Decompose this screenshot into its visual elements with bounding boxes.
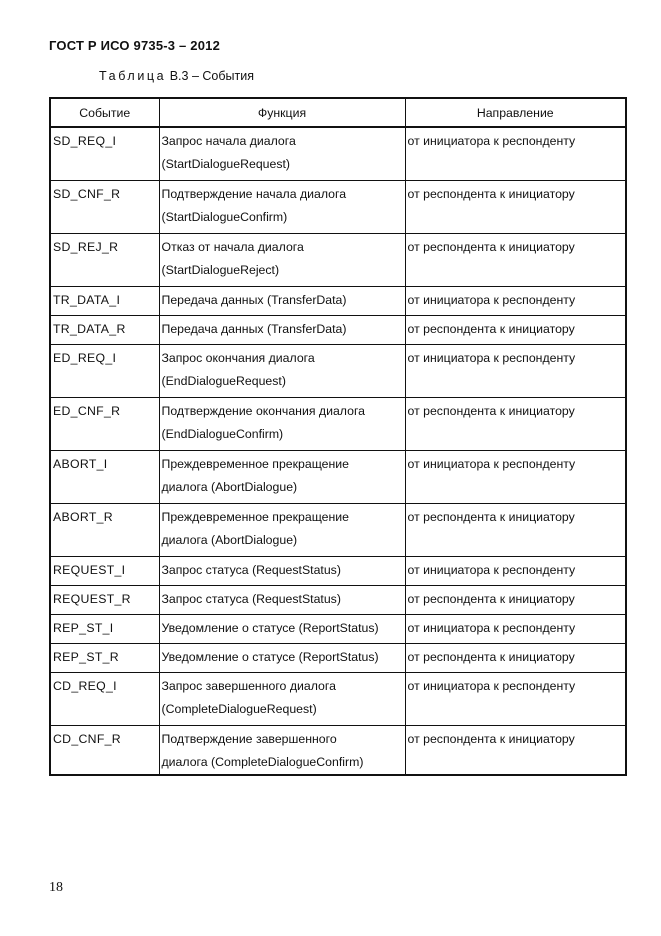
table-row (50, 726, 626, 776)
function-line: (StartDialogueRequest) (161, 157, 290, 171)
function-cell (159, 345, 405, 398)
direction-cell: от инициатора к респонденту (405, 451, 626, 504)
table-row (50, 673, 626, 726)
table-row (50, 234, 626, 287)
table-caption-title: В.3 – События (169, 69, 254, 83)
function-cell (159, 398, 405, 451)
function-line: Запрос начала диалога (161, 134, 296, 148)
function-line: Уведомление о статусе (ReportStatus) (161, 621, 379, 635)
function-line: Передача данных (TransferData) (161, 293, 347, 307)
function-cell (159, 726, 405, 776)
function-line: Подтверждение окончания диалога (161, 404, 365, 418)
direction-cell: от респондента к инициатору (405, 316, 626, 345)
table-caption-label: Таблица (99, 69, 167, 83)
function-line: диалога (CompleteDialogueConfirm) (161, 755, 364, 769)
event-cell: TR_DATA_R (50, 316, 159, 345)
event-cell: ED_REQ_I (50, 345, 159, 398)
direction-cell: от респондента к инициатору (405, 586, 626, 615)
function-line: Уведомление о статусе (ReportStatus) (161, 650, 379, 664)
table-caption (99, 69, 254, 83)
function-line: Запрос статуса (RequestStatus) (161, 563, 341, 577)
event-cell: SD_CNF_R (50, 181, 159, 234)
function-cell (159, 287, 405, 316)
direction-cell: от респондента к инициатору (405, 644, 626, 673)
table-row (50, 398, 626, 451)
function-line: (EndDialogueRequest) (161, 374, 286, 388)
function-cell (159, 557, 405, 586)
event-cell: REP_ST_R (50, 644, 159, 673)
function-line: Подтверждение завершенного (161, 732, 337, 746)
function-cell (159, 586, 405, 615)
function-cell (159, 673, 405, 726)
event-cell: REP_ST_I (50, 615, 159, 644)
event-cell: ABORT_R (50, 504, 159, 557)
direction-cell: от инициатора к респонденту (405, 345, 626, 398)
direction-cell: от инициатора к респонденту (405, 127, 626, 181)
function-line: (StartDialogueConfirm) (161, 210, 288, 224)
function-line: диалога (AbortDialogue) (161, 533, 298, 547)
function-line: (CompleteDialogueRequest) (161, 702, 317, 716)
table-row (50, 127, 626, 181)
document-header: ГОСТ Р ИСО 9735-3 – 2012 (49, 38, 220, 53)
direction-cell: от респондента к инициатору (405, 398, 626, 451)
table-row (50, 181, 626, 234)
event-cell: TR_DATA_I (50, 287, 159, 316)
function-line: (StartDialogueReject) (161, 263, 280, 277)
event-cell: CD_CNF_R (50, 726, 159, 776)
table-row (50, 644, 626, 673)
header-direction: Направление (405, 98, 626, 127)
function-cell (159, 644, 405, 673)
event-cell: SD_REQ_I (50, 127, 159, 181)
table-body (50, 127, 626, 775)
header-event: Событие (50, 98, 159, 127)
header-function: Функция (159, 98, 405, 127)
table-row (50, 287, 626, 316)
function-line: Подтверждение начала диалога (161, 187, 347, 201)
function-line: Отказ от начала диалога (161, 240, 304, 254)
direction-cell: от респондента к инициатору (405, 504, 626, 557)
function-line: Запрос статуса (RequestStatus) (161, 592, 341, 606)
table-row (50, 504, 626, 557)
direction-cell: от инициатора к респонденту (405, 615, 626, 644)
event-cell: SD_REJ_R (50, 234, 159, 287)
function-line: Передача данных (TransferData) (161, 322, 347, 336)
function-cell (159, 316, 405, 345)
table-row (50, 316, 626, 345)
table-row (50, 345, 626, 398)
function-line: Преждевременное прекращение (161, 510, 350, 524)
function-line: (EndDialogueConfirm) (161, 427, 284, 441)
event-cell: REQUEST_I (50, 557, 159, 586)
function-cell (159, 451, 405, 504)
table-header-row (50, 98, 626, 127)
function-cell (159, 181, 405, 234)
page-number: 18 (49, 880, 63, 895)
table-row (50, 615, 626, 644)
direction-cell: от респондента к инициатору (405, 726, 626, 776)
direction-cell: от инициатора к респонденту (405, 673, 626, 726)
event-cell: REQUEST_R (50, 586, 159, 615)
table-row (50, 586, 626, 615)
direction-cell: от респондента к инициатору (405, 234, 626, 287)
events-table (49, 97, 627, 776)
function-line: Запрос завершенного диалога (161, 679, 336, 693)
event-cell: ED_CNF_R (50, 398, 159, 451)
function-line: диалога (AbortDialogue) (161, 480, 298, 494)
table-row (50, 557, 626, 586)
function-line: Запрос окончания диалога (161, 351, 315, 365)
function-cell (159, 234, 405, 287)
function-cell (159, 615, 405, 644)
function-line: Преждевременное прекращение (161, 457, 350, 471)
direction-cell: от инициатора к респонденту (405, 287, 626, 316)
direction-cell: от респондента к инициатору (405, 181, 626, 234)
function-cell (159, 127, 405, 181)
direction-cell: от инициатора к респонденту (405, 557, 626, 586)
event-cell: ABORT_I (50, 451, 159, 504)
function-cell (159, 504, 405, 557)
table-row (50, 451, 626, 504)
event-cell: CD_REQ_I (50, 673, 159, 726)
